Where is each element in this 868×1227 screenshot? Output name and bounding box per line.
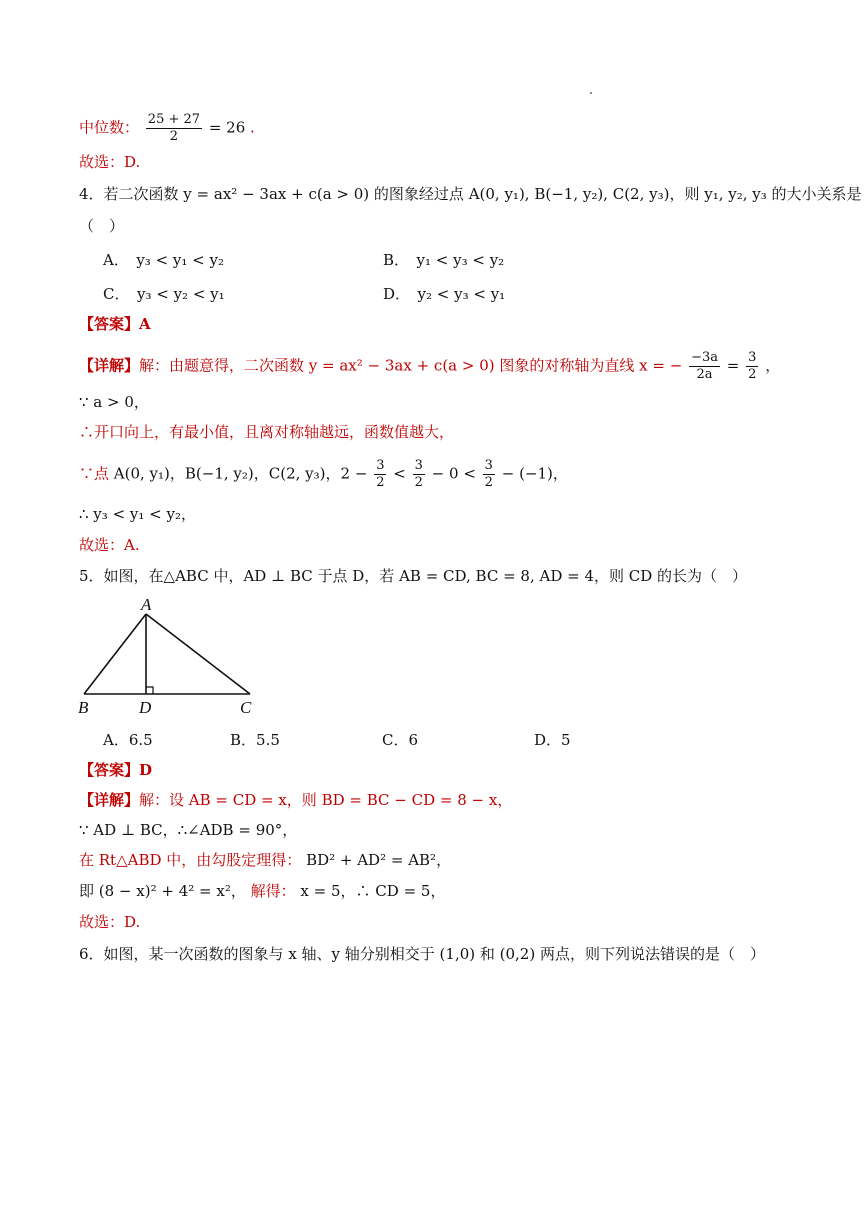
median-num: 25 + 27 (147, 112, 201, 127)
q6-stem: 6．如图，某一次函数的图象与 x 轴、y 轴分别相交于 (1,0) 和 (0,2) 两点，则下列说法错误的是（ ） (79, 945, 765, 963)
q4-line-points (79, 458, 568, 491)
median-result: = 26 (208, 118, 246, 137)
median-label: 中位数： (79, 118, 140, 137)
label-c: C (240, 698, 252, 717)
frac-num: 3 (414, 458, 423, 473)
frac-3-2 (483, 458, 495, 491)
q4-option-b: B． y₁ < y₃ < y₂ (383, 251, 505, 269)
q4-axis-value (746, 350, 758, 383)
answer-value: D (139, 761, 153, 779)
pythagoras-intro: 在 Rt△ABD 中，由勾股定理得： (79, 851, 302, 869)
label-b: B (78, 698, 89, 717)
median-den: 2 (169, 129, 179, 144)
q4-stem-line1: 4．若二次函数 y = ax² − 3ax + c(a > 0) 的图象经过点 A(0, y₁), B(−1, y₂), C(2, y₃)，则 y₁, y₂, y₃ 的大小关系是 (79, 185, 862, 203)
frac-num: 3 (484, 458, 493, 473)
frac-num: −3a (691, 350, 719, 365)
label-d: D (139, 698, 152, 717)
frac-den: 2a (696, 367, 713, 382)
q4-line-result: ∴ y₃ < y₁ < y₂， (79, 505, 196, 523)
scan-dot (590, 92, 592, 94)
q4-line-opening: ∴开口向上，有最小值，且离对称轴越远，函数值越大， (79, 423, 455, 441)
q5-option-a: A．6.5 (103, 731, 153, 749)
comma: ， (765, 356, 781, 375)
q5-line-pythagoras (79, 850, 451, 870)
frac-den: 2 (748, 367, 757, 382)
q5-option-d: D．5 (534, 731, 571, 749)
frac-den: 2 (484, 475, 493, 490)
side-ac (146, 614, 250, 694)
q4-detail-line1 (79, 350, 780, 383)
q5-choose: 故选：D. (79, 913, 141, 931)
q4-option-c: C． y₃ < y₂ < y₁ (103, 285, 225, 303)
median-fraction (146, 112, 202, 145)
points-prefix: ∵点 (79, 464, 110, 483)
q4-answer (79, 314, 151, 334)
q5-detail-text: 解：设 AB = CD = x，则 BD = BC − CD = 8 − x， (139, 791, 513, 809)
frac-den: 2 (414, 475, 423, 490)
minus-neg-one: − (−1)， (501, 464, 568, 483)
frac-den: 2 (376, 475, 385, 490)
answer-tag: 【答案】 (79, 315, 140, 333)
side-ab (84, 614, 146, 694)
points-list: A(0, y₁)，B(−1, y₂)，C(2, y₃)，2 − (113, 464, 368, 483)
q4-stem-line2: （ ） (79, 217, 125, 235)
equals: = (726, 356, 740, 375)
answer-value: A (139, 315, 151, 333)
q4-choose: 故选：A. (79, 536, 140, 554)
frac-num: 3 (748, 350, 757, 365)
median-line (79, 112, 255, 145)
equation: 即 (8 − x)² + 4² = x²， (79, 882, 246, 900)
detail-tag: 【详解】 (79, 791, 140, 809)
q4-detail-text: 解：由题意得，二次函数 y = ax² − 3ax + c(a > 0) 图象的对称轴为直线 x = − (139, 356, 683, 375)
q5-option-b: B．5.5 (230, 731, 280, 749)
solve-label: 解得： (250, 882, 296, 900)
triangle-figure (70, 592, 270, 722)
frac-3-2 (413, 458, 425, 491)
lt: < (393, 464, 406, 483)
frac-3-2 (374, 458, 386, 491)
q5-option-c: C．6 (382, 731, 419, 749)
q5-line-solve (79, 881, 445, 901)
q5-detail-line1 (79, 790, 512, 810)
answer-choose-d-1: 故选：D. (79, 153, 141, 171)
solution: x = 5，∴ CD = 5， (300, 882, 446, 900)
label-a: A (141, 595, 152, 614)
frac-num: 3 (376, 458, 385, 473)
q4-line-a-positive: ∵ a > 0， (79, 393, 149, 411)
median-end: . (250, 118, 255, 137)
minus-zero-lt: − 0 < (431, 464, 476, 483)
q4-option-a: A． y₃ < y₁ < y₂ (103, 251, 225, 269)
q5-stem: 5．如图，在△ABC 中，AD ⊥ BC 于点 D，若 AB = CD, BC = 8, AD = 4，则 CD 的长为（ ） (79, 567, 748, 585)
q5-answer (79, 760, 152, 780)
detail-tag: 【详解】 (79, 356, 140, 375)
pythagoras-eq: BD² + AD² = AB²， (306, 851, 452, 869)
answer-tag: 【答案】 (79, 761, 140, 779)
q4-option-d: D． y₂ < y₃ < y₁ (383, 285, 506, 303)
q4-axis-fraction (689, 350, 720, 383)
right-angle-mark (146, 687, 153, 694)
q5-line-perpendicular: ∵ AD ⊥ BC，∴∠ADB = 90°， (79, 821, 298, 839)
